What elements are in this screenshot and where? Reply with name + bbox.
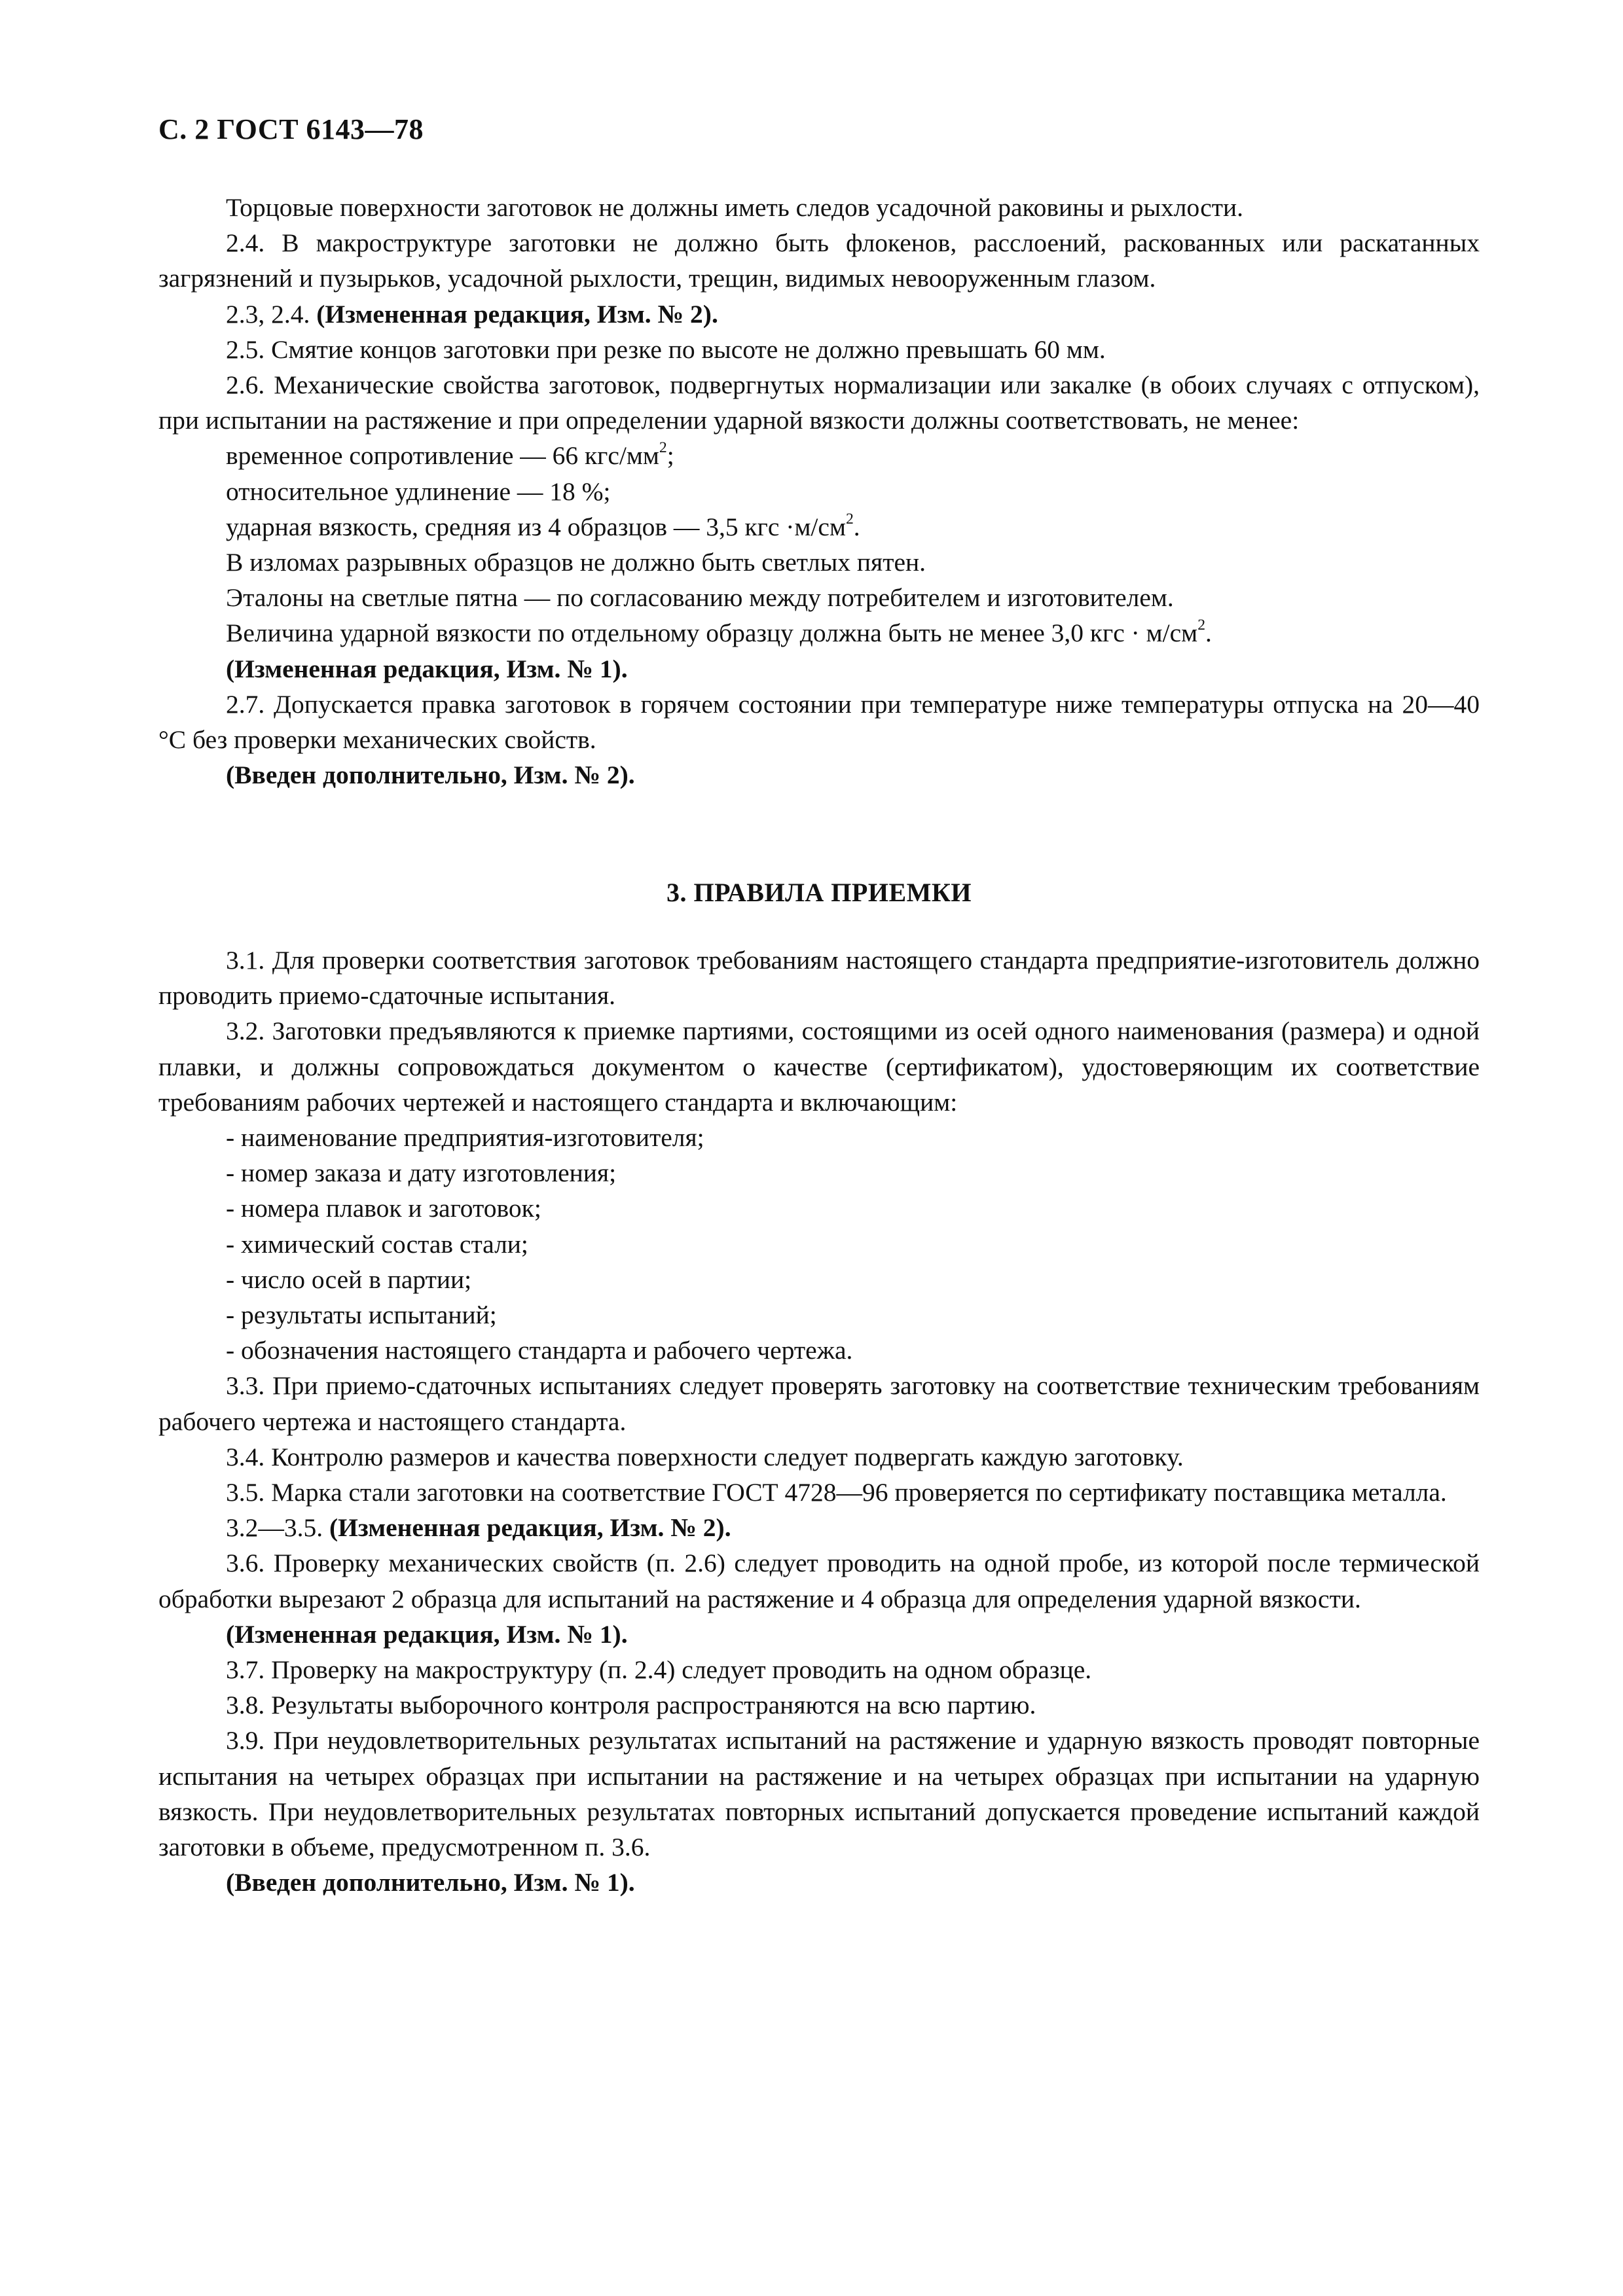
amendment-note bbox=[158, 296, 1480, 332]
property-impact bbox=[158, 509, 1480, 545]
amendment-note bbox=[158, 651, 1480, 687]
clause-3-9: 3.9. При неудовлетворительных результатах испытаний на растяжение и ударную вязкость проводят повторные испытания на четырех образцах при испытании на растяжение и на четырех образцах при испытании на ударную вязкость. При неудовлетворительных результатах повторных испытаний допускается проведение испытаний каждой заготовки в объеме, предусмотренном п. 3.6. bbox=[158, 1726, 1480, 1862]
property-text: ударная вязкость, средняя из 4 образцов — 3,5 кгс ·м/см bbox=[226, 512, 846, 541]
paragraph-text: Величина ударной вязкости по отдельному образцу должна быть не менее 3,0 кгс · м/см bbox=[226, 619, 1198, 648]
list-item: - результаты испытаний; bbox=[226, 1300, 497, 1330]
clause-3-7: 3.7. Проверку на макроструктуру (п. 2.4) следует проводить на одном образце. bbox=[226, 1655, 1092, 1685]
list-item: - химический состав стали; bbox=[226, 1229, 528, 1259]
page-header: С. 2 ГОСТ 6143—78 bbox=[158, 113, 424, 145]
clause-2-7: 2.7. Допускается правка заготовок в горячем состоянии при температуре ниже температуры отпуска на 20—40 °С без проверки механических свойств. bbox=[158, 689, 1480, 755]
clause-ref: 2.3, 2.4. bbox=[226, 299, 310, 329]
section-2-continuation bbox=[158, 190, 1480, 793]
paragraph: Торцовые поверхности заготовок не должны иметь следов усадочной раковины и рыхлости. bbox=[226, 193, 1244, 222]
list-item: - обозначения настоящего стандарта и рабочего чертежа. bbox=[226, 1336, 853, 1365]
amendment-label: (Измененная редакция, Изм. № 2). bbox=[329, 1513, 731, 1543]
property-elongation: относительное удлинение — 18 %; bbox=[226, 476, 611, 506]
clause-2-6: 2.6. Механические свойства заготовок, подвергнутых нормализации или закалке (в обоих случаях с отпуском), при испытании на растяжение и при определении ударной вязкости должны соответствовать, не менее: bbox=[158, 370, 1480, 435]
clause-2-5: 2.5. Смятие концов заготовки при резке по высоте не должно превышать 60 мм. bbox=[226, 334, 1106, 364]
paragraph: Эталоны на светлые пятна — по согласованию между потребителем и изготовителем. bbox=[226, 583, 1174, 613]
list-item: - наименование предприятия-изготовителя; bbox=[226, 1123, 704, 1153]
punct: . bbox=[1205, 619, 1212, 648]
amendment-note bbox=[158, 1510, 1480, 1545]
clause-2-4: 2.4. В макроструктуре заготовки не должно быть флокенов, расслоений, раскованных или раскатанных загрязнений и пузырьков, усадочной рыхлости, трещин, видимых невооруженным глазом. bbox=[158, 228, 1480, 293]
clause-3-8: 3.8. Результаты выборочного контроля распространяются на всю партию. bbox=[226, 1691, 1036, 1720]
clause-3-2: 3.2. Заготовки предъявляются к приемке партиями, состоящими из осей одного наименования (размера) и одной плавки, и должны сопровождаться документом о качестве (сертификатом), удостоверяющим их соответствие требованиям рабочих чертежей и настоящего стандарта и включающим: bbox=[158, 1016, 1480, 1117]
amendment-label: (Измененная редакция, Изм. № 1). bbox=[226, 1619, 628, 1649]
clause-3-1: 3.1. Для проверки соответствия заготовок требованиям настоящего стандарта предприятие-изготовитель должно проводить приемо-сдаточные испытания. bbox=[158, 946, 1480, 1011]
list-item: - номер заказа и дату изготовления; bbox=[226, 1158, 617, 1188]
paragraph bbox=[158, 615, 1480, 651]
amendment-label: (Введен дополнительно, Изм. № 2). bbox=[226, 761, 635, 790]
amendment-label: (Измененная редакция, Изм. № 2). bbox=[316, 299, 718, 329]
section-3-body bbox=[158, 942, 1480, 1900]
punct: . bbox=[853, 512, 860, 541]
amendment-note bbox=[158, 757, 1480, 793]
paragraph: В изломах разрывных образцов не должно быть светлых пятен. bbox=[226, 548, 926, 577]
superscript: 2 bbox=[845, 511, 854, 528]
clause-3-3: 3.3. При приемо-сдаточных испытаниях следует проверять заготовку на соответствие техническим требованиям рабочего чертежа и настоящего стандарта. bbox=[158, 1371, 1480, 1436]
amendment-note bbox=[158, 1865, 1480, 1900]
clause-3-6: 3.6. Проверку механических свойств (п. 2.6) следует проводить на одной пробе, из которой после термической обработки вырезают 2 образца для испытаний на растяжение и 4 образца для определения ударной вязкости. bbox=[158, 1549, 1480, 1613]
amendment-note bbox=[158, 1617, 1480, 1652]
list-item: - номера плавок и заготовок; bbox=[226, 1194, 541, 1223]
clause-3-5: 3.5. Марка стали заготовки на соответствие ГОСТ 4728—96 проверяется по сертификату поставщика металла. bbox=[226, 1478, 1447, 1507]
amendment-label: (Измененная редакция, Изм. № 1). bbox=[226, 654, 628, 683]
amendment-label: (Введен дополнительно, Изм. № 1). bbox=[226, 1868, 635, 1897]
clause-3-4: 3.4. Контролю размеров и качества поверхности следует подвергать каждую заготовку. bbox=[226, 1442, 1184, 1471]
superscript: 2 bbox=[1197, 617, 1206, 634]
property-text: временное сопротивление — 66 кгс/мм bbox=[226, 441, 659, 471]
property-tensile bbox=[158, 438, 1480, 473]
superscript: 2 bbox=[659, 439, 667, 457]
section-heading: 3. ПРАВИЛА ПРИЕМКИ bbox=[666, 878, 972, 907]
list-item: - число осей в партии; bbox=[226, 1265, 472, 1294]
punct: ; bbox=[666, 441, 674, 471]
clause-ref: 3.2—3.5. bbox=[226, 1513, 323, 1543]
